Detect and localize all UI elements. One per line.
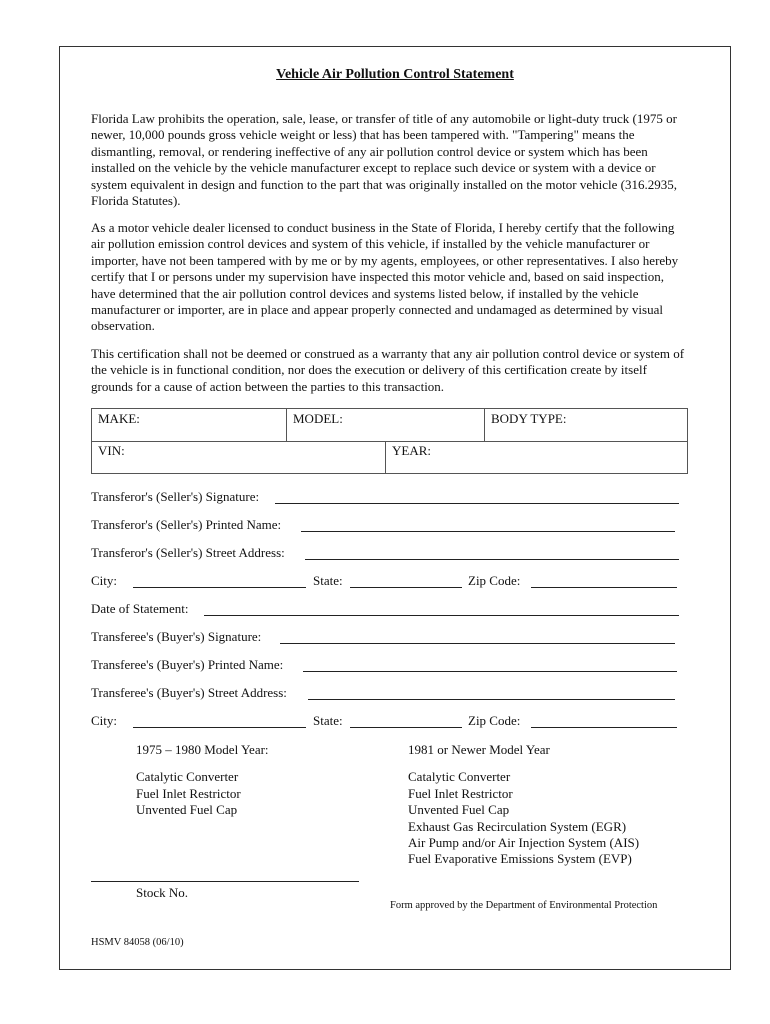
buyer-street-address-row — [91, 685, 681, 703]
seller-printed-name-line[interactable] — [301, 531, 675, 532]
list-item: Unvented Fuel Cap — [408, 802, 510, 818]
form-page — [59, 46, 731, 970]
buyer-street-address-label: Transferee's (Buyer's) Street Address: — [91, 685, 287, 700]
dealer-certification-paragraph: As a motor vehicle dealer licensed to conduct business in the State of Florida, I hereby certify that the following air pollution emission control devices and system of this vehicle, if installed by the vehicle manufacturer or importer, have not been tampered with by me or by my agents, employees, or other representatives. I also hereby certify that I or persons under my supervision have inspected this motor vehicle and, based on said inspection, have determined that the air pollution control devices and systems listed below, if installed by the vehicle manufacturer or importer, are in place and appear properly connected and undamaged as determined by visual observation. — [91, 220, 679, 334]
year-field[interactable] — [386, 441, 687, 473]
late-model-year-heading: 1981 or Newer Model Year — [408, 742, 550, 757]
buyer-zip-label: Zip Code: — [468, 713, 521, 728]
vin-field[interactable] — [92, 441, 386, 473]
seller-signature-row — [91, 489, 681, 507]
seller-state-line[interactable] — [350, 587, 462, 588]
vehicle-info-table — [91, 408, 688, 474]
seller-signature-line[interactable] — [275, 503, 679, 504]
buyer-city-label: City: — [91, 713, 118, 728]
buyer-printed-name-label: Transferee's (Buyer's) Printed Name: — [91, 657, 284, 672]
form-title: Vehicle Air Pollution Control Statement — [276, 67, 514, 82]
year-label: YEAR: — [392, 443, 431, 458]
buyer-signature-label: Transferee's (Buyer's) Signature: — [91, 629, 262, 644]
list-item: Air Pump and/or Air Injection System (AIS) — [408, 835, 640, 851]
body-type-label: BODY TYPE: — [491, 411, 567, 426]
seller-signature-label: Transferor's (Seller's) Signature: — [91, 489, 260, 504]
form-number: HSMV 84058 (06/10) — [91, 937, 184, 948]
list-item: Catalytic Converter — [136, 769, 239, 785]
list-item: Exhaust Gas Recirculation System (EGR) — [408, 818, 627, 834]
stock-number-line[interactable] — [91, 881, 359, 882]
date-of-statement-line[interactable] — [204, 615, 679, 616]
early-model-year-heading: 1975 – 1980 Model Year: — [136, 742, 269, 757]
date-of-statement-row — [91, 601, 681, 619]
tampering-law-paragraph: Florida Law prohibits the operation, sale, lease, or transfer of title of any automobile or light-duty truck (1975 or newer, 10,000 pounds gross vehicle weight or less) that has been tampered with. "Tampering" means the dismantling, removal, or rendering ineffective of any air pollution control device or system which has been installed on the vehicle by the vehicle manufacturer except to replace such device or system with a device or system equivalent in design and function to the part that was originally installed on the motor vehicle (316.2935, Florida Statutes). — [91, 111, 677, 209]
date-of-statement-label: Date of Statement: — [91, 601, 189, 616]
make-field[interactable] — [92, 409, 287, 441]
buyer-signature-line[interactable] — [280, 643, 675, 644]
seller-city-label: City: — [91, 573, 118, 588]
buyer-signature-row — [91, 629, 681, 647]
buyer-printed-name-line[interactable] — [303, 671, 677, 672]
early-model-year-list — [136, 742, 269, 819]
buyer-printed-name-row — [91, 657, 681, 675]
seller-street-address-row — [91, 545, 681, 563]
buyer-state-line[interactable] — [350, 727, 462, 728]
buyer-city-line[interactable] — [133, 727, 306, 728]
vehicle-row-2 — [92, 441, 687, 473]
list-item: Fuel Inlet Restrictor — [408, 785, 513, 801]
seller-zip-line[interactable] — [531, 587, 677, 588]
seller-printed-name-row — [91, 517, 681, 535]
buyer-city-state-zip-row — [91, 713, 681, 731]
stock-number-label: Stock No. — [136, 885, 188, 900]
buyer-zip-line[interactable] — [531, 727, 677, 728]
list-item: Catalytic Converter — [408, 769, 511, 785]
vin-label: VIN: — [98, 443, 125, 458]
seller-street-address-line[interactable] — [305, 559, 679, 560]
list-item: Fuel Inlet Restrictor — [136, 785, 241, 801]
model-label: MODEL: — [293, 411, 343, 426]
seller-state-label: State: — [313, 573, 343, 588]
body-type-field[interactable] — [485, 409, 687, 441]
list-item: Unvented Fuel Cap — [136, 802, 238, 818]
seller-zip-label: Zip Code: — [468, 573, 521, 588]
buyer-state-label: State: — [313, 713, 343, 728]
buyer-street-address-line[interactable] — [308, 699, 675, 700]
vehicle-row-1 — [92, 409, 687, 442]
late-model-year-list — [408, 742, 639, 868]
make-label: MAKE: — [98, 411, 140, 426]
seller-printed-name-label: Transferor's (Seller's) Printed Name: — [91, 517, 282, 532]
warranty-disclaimer-paragraph: This certification shall not be deemed or construed as a warranty that any air pollution control device or system of the vehicle is in functional condition, nor does the execution or delivery of this certification create by itself grounds for a cause of action between the parties to this transaction. — [91, 346, 685, 394]
seller-street-address-label: Transferor's (Seller's) Street Address: — [91, 545, 285, 560]
list-item: Fuel Evaporative Emissions System (EVP) — [408, 851, 632, 867]
seller-city-line[interactable] — [133, 587, 306, 588]
model-field[interactable] — [287, 409, 485, 441]
seller-city-state-zip-row — [91, 573, 681, 591]
approval-note: Form approved by the Department of Environmental Protection — [390, 900, 658, 911]
